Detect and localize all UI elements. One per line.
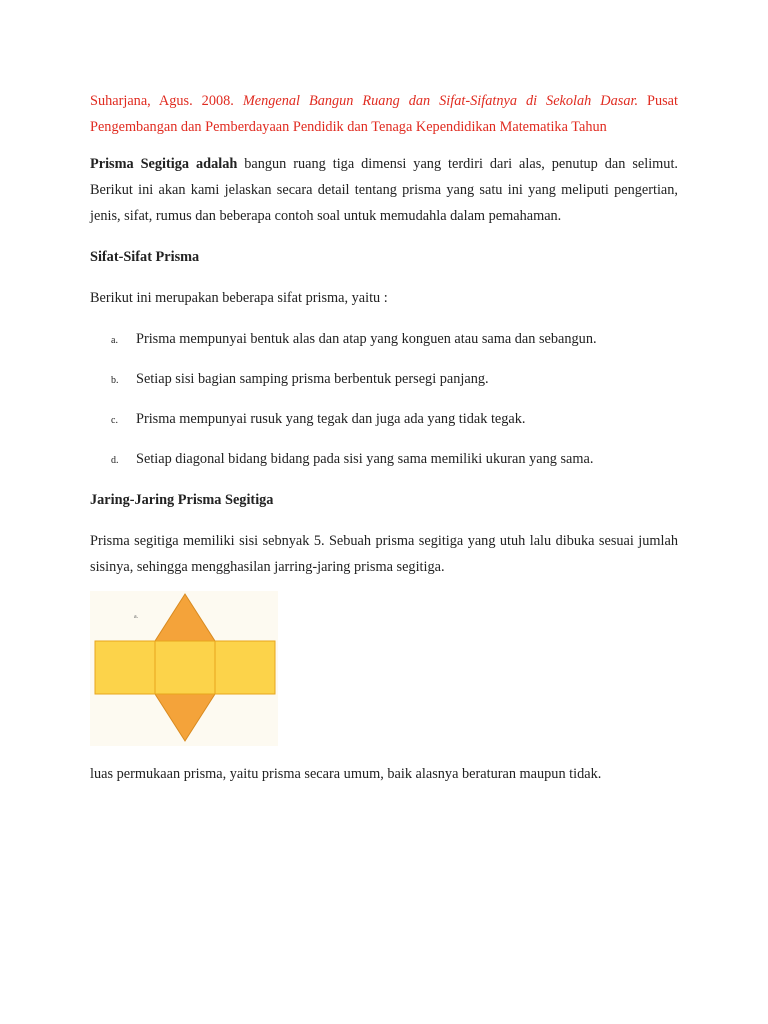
list-item-text: Prisma mempunyai rusuk yang tegak dan juga ada yang tidak tegak. — [136, 411, 526, 427]
section-heading-sifat: Sifat-Sifat Prisma — [90, 249, 200, 265]
list-marker: b. — [111, 375, 119, 386]
reference-title: Mengenal Bangun Ruang dan Sifat-Sifatnya di Sekolah Dasar. — [242, 93, 639, 109]
list-marker: d. — [111, 455, 119, 466]
left-rectangle-face — [95, 641, 155, 694]
intro-text: bangun ruang tiga dimensi yang terdiri dari alas, penutup dan selimut. Berikut ini akan kami jelaskan secara detail tentang prisma yang satu ini yang meliputi pengertian, jenis, sifat, rumus dan beberapa contoh soal untuk memudahla dalam pemahaman. — [90, 156, 679, 224]
list-item-text: Setiap diagonal bidang bidang pada sisi yang sama memiliki ukuran yang sama. — [136, 451, 594, 467]
center-rectangle-face — [155, 641, 215, 694]
list-item — [90, 406, 678, 432]
properties-list — [90, 326, 678, 472]
list-item — [90, 326, 678, 352]
intro-bold-term: Prisma Segitiga adalah — [90, 156, 238, 172]
prism-net-figure — [90, 591, 278, 746]
reference-citation — [90, 88, 678, 140]
list-item-text: Setiap sisi bagian samping prisma berbentuk persegi panjang. — [136, 371, 489, 387]
list-marker: a. — [111, 335, 118, 346]
figure-label: a. — [134, 614, 139, 620]
closing-paragraph: luas permukaan prisma, yaitu prisma secara umum, baik alasnya beraturan maupun tidak. — [90, 766, 602, 782]
list-item — [90, 446, 678, 472]
section-lead: Berikut ini merupakan beberapa sifat prisma, yaitu : — [90, 290, 388, 306]
section-heading-jaring: Jaring-Jaring Prisma Segitiga — [90, 492, 274, 508]
reference-author: Suharjana, Agus. 2008. — [90, 93, 243, 109]
jaring-paragraph: Prisma segitiga memiliki sisi sebnyak 5. Sebuah prisma segitiga yang utuh lalu dibuka sesuai jumlah sisinya, sehingga mengghasilan jarring-jaring prisma segitiga. — [90, 533, 678, 575]
list-marker: c. — [111, 415, 118, 426]
document-page — [90, 88, 678, 802]
list-item-text: Prisma mempunyai bentuk alas dan atap yang konguen atau sama dan sebangun. — [136, 331, 597, 347]
intro-paragraph — [90, 151, 678, 229]
reference-publisher: Pusat Pengembangan dan Pemberdayaan Pendidik dan Tenaga Kependidikan Matematika Tahun — [90, 93, 678, 135]
right-rectangle-face — [215, 641, 275, 694]
list-item — [90, 366, 678, 392]
